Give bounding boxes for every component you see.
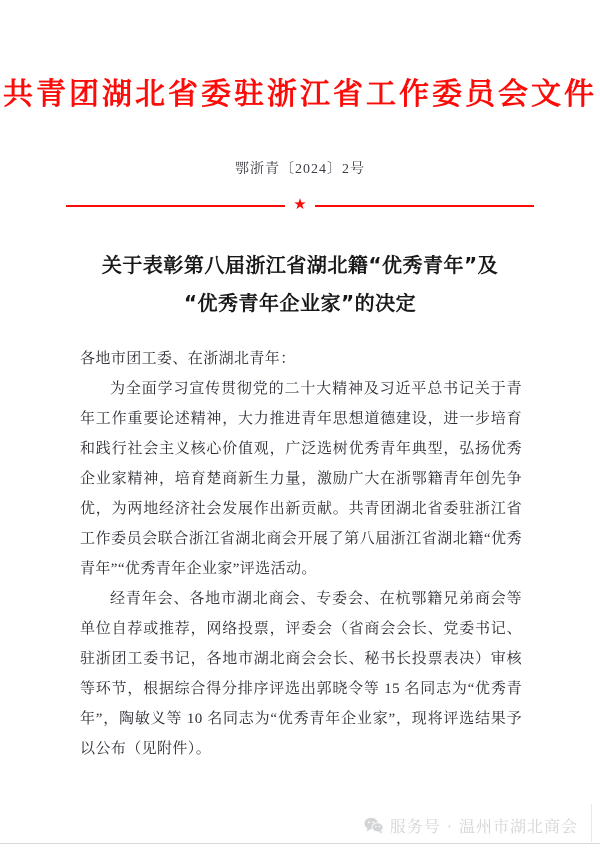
wechat-icon (364, 817, 384, 834)
red-star-icon: ★ (293, 196, 307, 213)
document-body (80, 344, 522, 764)
document-title (60, 246, 540, 322)
body-paragraph-2: 经青年会、各地市湖北商会、专委会、在杭鄂籍兄弟商会等单位自荐或推荐，网络投票，评委会（省商会会长、党委书记、驻浙团工委书记，各地市湖北商会会长、秘书长投票表决）审核等环节，根据综合得分排序评选出郭晓令等 15 名同志为“优秀青年”，陶敏义等 10 名同志为“优秀青年企业家”，现将评选结果予以公布（见附件）。 (80, 591, 522, 757)
watermark-vertical-divider (591, 804, 592, 842)
document-title-line-2: “优秀青年企业家”的决定 (183, 291, 417, 315)
wechat-account-watermark (364, 814, 578, 837)
document-title-line-1: 关于表彰第八届浙江省湖北籍“优秀青年”及 (101, 253, 499, 277)
separator-line-left (66, 205, 285, 207)
document-serial-number: 鄂浙青〔2024〕2号 (235, 162, 365, 177)
body-paragraph-1: 为全面学习宣传贯彻党的二十大精神及习近平总书记关于青年工作重要论述精神，大力推进青年思想道德建设，进一步培育和践行社会主义核心价值观，广泛选树优秀青年典型，弘扬优秀企业家精神，培育楚商新生力量，激励广大在浙鄂籍青年创先争优，为两地经济社会发展作出新贡献。共青团湖北省委驻浙江省工作委员会联合浙江省湖北商会开展了第八届浙江省湖北籍“优秀青年”“优秀青年企业家”评选活动。 (80, 381, 522, 577)
red-separator-rule (66, 196, 534, 216)
body-salutation: 各地市团工委、在浙湖北青年： (80, 351, 296, 367)
page-bottom-divider (0, 843, 600, 844)
separator-line-right (315, 205, 534, 207)
document-masthead-title: 共青团湖北省委驻浙江省工作委员会文件 (3, 77, 597, 112)
wechat-account-name: 服务号 · 温州市湖北商会 (389, 817, 578, 836)
